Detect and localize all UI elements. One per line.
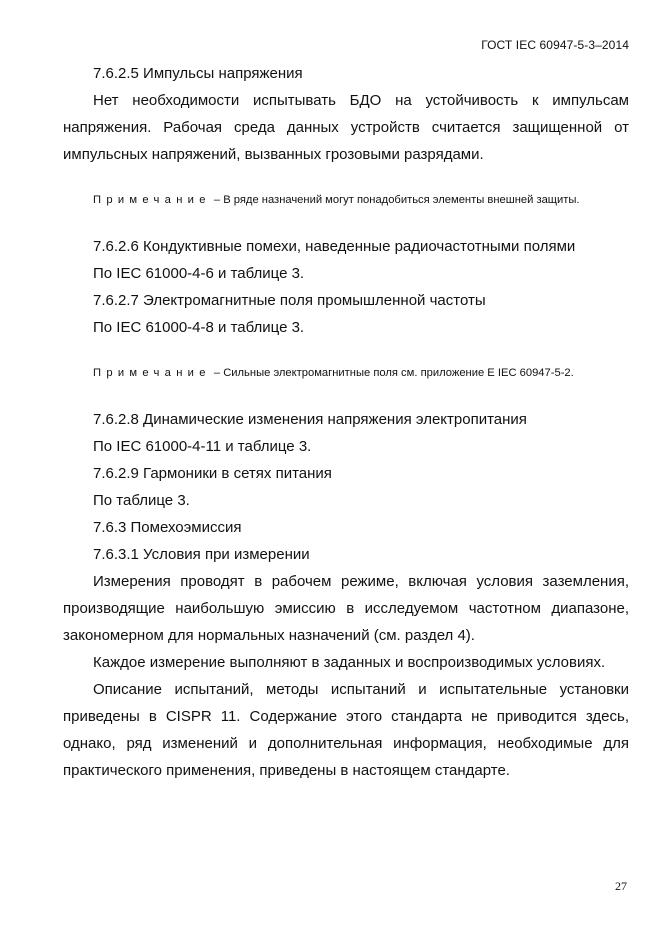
paragraph-voltage-surges: Нет необходимости испытывать БДО на устойчивость к импульсам напряжения. Рабочая среда данных устройств считается защищенной от импульсных напряжений, вызванных грозовыми разрядами. <box>63 92 629 163</box>
section-heading-7-6-2-7: 7.6.2.7 Электромагнитные поля промышленной частоты <box>93 292 486 309</box>
section-heading-7-6-2-8: 7.6.2.8 Динамические изменения напряжения электропитания <box>93 411 527 428</box>
note-label: Примечание <box>93 194 211 206</box>
note-text: – Сильные электромагнитные поля см. приложение E IEC 60947-5-2. <box>210 367 574 379</box>
note-2 <box>63 361 629 385</box>
paragraph-measurement-mode: Измерения проводят в рабочем режиме, включая условия заземления, производящие наибольшую эмиссию в исследуемом частотном диапазоне, закономерном для нормальных назначений (см. раздел 4). <box>63 573 629 644</box>
section-heading-7-6-2-9: 7.6.2.9 Гармоники в сетях питания <box>93 465 332 482</box>
spacer <box>63 212 629 233</box>
page-body <box>63 60 629 784</box>
paragraph-iec-61000-4-11: По IEC 61000-4-11 и таблице 3. <box>93 438 312 455</box>
section-heading-7-6-3-1: 7.6.3.1 Условия при измерении <box>93 546 310 563</box>
paragraph-table-3: По таблице 3. <box>93 492 190 509</box>
spacer <box>63 385 629 406</box>
document-header: ГОСТ IEC 60947-5-3–2014 <box>481 38 629 52</box>
paragraph-iec-61000-4-6: По IEC 61000-4-6 и таблице 3. <box>93 265 305 282</box>
section-heading-7-6-2-5: 7.6.2.5 Импульсы напряжения <box>93 65 303 82</box>
note-label: Примечание <box>93 367 211 379</box>
spacer <box>63 168 629 188</box>
spacer <box>63 341 629 361</box>
note-1 <box>63 188 629 212</box>
page-number: 27 <box>615 879 627 893</box>
note-text: – В ряде назначений могут понадобиться элементы внешней защиты. <box>210 194 580 206</box>
paragraph-cispr-11: Описание испытаний, методы испытаний и испытательные установки приведены в CISPR 11. Содержание этого стандарта не приводится здесь, однако, ряд изменений и дополнительная информация, необходимые для практического применения, приведены в настоящем стандарте. <box>63 681 629 779</box>
section-heading-7-6-3: 7.6.3 Помехоэмиссия <box>93 519 242 536</box>
paragraph-iec-61000-4-8: По IEC 61000-4-8 и таблице 3. <box>93 319 305 336</box>
paragraph-reproducible-conditions: Каждое измерение выполняют в заданных и воспроизводимых условиях. <box>93 654 606 671</box>
section-heading-7-6-2-6: 7.6.2.6 Кондуктивные помехи, наведенные радиочастотными полями <box>93 238 576 255</box>
